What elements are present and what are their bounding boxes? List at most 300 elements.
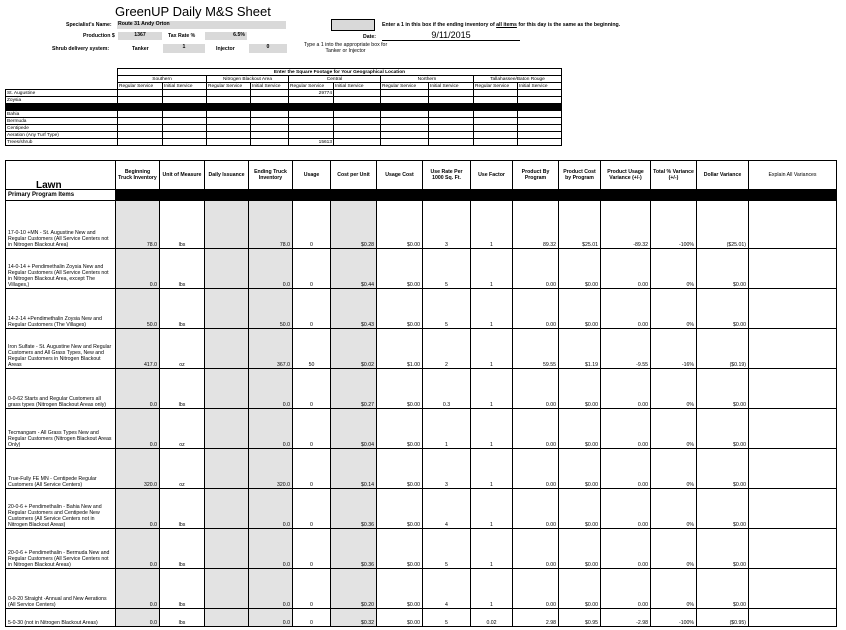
geo-sqft-cell[interactable] xyxy=(474,125,518,132)
table-cell: 0 xyxy=(293,449,331,489)
table-cell: 0.00 xyxy=(513,489,559,529)
table-cell: $0.00 xyxy=(377,409,423,449)
geo-row-label: St. Augustine xyxy=(6,90,118,97)
table-cell: 0 xyxy=(293,369,331,409)
table-row xyxy=(6,449,837,489)
geo-sqft-cell[interactable]: 15613 xyxy=(289,139,334,146)
geo-sqft-cell[interactable] xyxy=(518,118,562,125)
geo-row xyxy=(6,97,562,104)
table-cell[interactable] xyxy=(749,329,837,369)
table-cell[interactable]: 367.0 xyxy=(249,329,293,369)
table-cell: oz xyxy=(160,449,205,489)
geo-sqft-cell[interactable] xyxy=(118,132,163,139)
geo-sqft-cell[interactable]: 29774 xyxy=(289,90,334,97)
table-cell: 0% xyxy=(651,529,697,569)
table-cell[interactable]: 50.0 xyxy=(249,289,293,329)
table-cell: $0.36 xyxy=(331,529,377,569)
geo-sqft-cell[interactable] xyxy=(118,125,163,132)
table-cell[interactable]: 417.0 xyxy=(116,329,160,369)
product-name: 14-2-14 +Pendimethalin Zoysia New and Regular Customers (The Villages) xyxy=(6,289,116,329)
table-cell: 4 xyxy=(423,489,471,529)
region-central: Central xyxy=(289,76,381,83)
table-cell: -16% xyxy=(651,329,697,369)
product-name: 20-0-6 + Pendimethalin - Bermuda New and Regular Customers (All Service Centers not in Nitrogen Blackout Areas) xyxy=(6,529,116,569)
geo-sqft-cell[interactable] xyxy=(251,104,289,111)
geo-sqft-cell[interactable] xyxy=(518,90,562,97)
table-cell: -9.55 xyxy=(601,329,651,369)
table-cell[interactable] xyxy=(205,201,249,249)
geo-sqft-cell[interactable] xyxy=(429,104,474,111)
table-cell: $0.00 xyxy=(377,489,423,529)
geo-sqft-cell[interactable] xyxy=(518,139,562,146)
lawn-table xyxy=(5,160,837,627)
table-cell: $0.28 xyxy=(331,201,377,249)
table-cell: 2.98 xyxy=(513,609,559,627)
table-cell: $0.00 xyxy=(559,529,601,569)
table-cell[interactable]: 0.0 xyxy=(116,569,160,609)
geo-sqft-cell[interactable] xyxy=(163,111,207,118)
geo-sqft-cell[interactable] xyxy=(163,97,207,104)
table-cell[interactable]: 0.0 xyxy=(116,609,160,627)
column-header: Product By Program xyxy=(513,161,559,190)
geo-sqft-cell[interactable] xyxy=(518,97,562,104)
geo-sqft-cell[interactable] xyxy=(163,132,207,139)
geo-sqft-cell[interactable] xyxy=(381,111,429,118)
geo-sqft-cell[interactable] xyxy=(518,125,562,132)
product-name: 14-0-14 + Pendimethalin Zoysia New and Regular Customers (All Service Centers not in Nitrogen Blackout Area, except The Villages,) xyxy=(6,249,116,289)
geo-sqft-cell[interactable] xyxy=(381,139,429,146)
table-cell: $0.00 xyxy=(559,289,601,329)
sub-header: Initial Service xyxy=(334,83,381,90)
table-cell[interactable]: 0.0 xyxy=(249,409,293,449)
geo-sqft-cell[interactable] xyxy=(289,97,334,104)
table-cell: $0.02 xyxy=(331,329,377,369)
geo-row-label: Zoysia xyxy=(6,97,118,104)
table-cell: 0 xyxy=(293,529,331,569)
column-header: Product Cost by Program xyxy=(559,161,601,190)
geo-row xyxy=(6,125,562,132)
table-cell: 1 xyxy=(471,369,513,409)
table-cell: 0.00 xyxy=(601,409,651,449)
table-cell[interactable]: 50.0 xyxy=(116,289,160,329)
table-cell: 0.00 xyxy=(601,289,651,329)
specialist-field[interactable]: Route 31 Andy Orton xyxy=(117,21,286,29)
table-cell[interactable] xyxy=(749,489,837,529)
section-bar xyxy=(116,190,837,201)
table-cell: 0.00 xyxy=(513,569,559,609)
table-cell: 0% xyxy=(651,369,697,409)
table-cell: 0.00 xyxy=(601,569,651,609)
table-cell: 0 xyxy=(293,569,331,609)
same-inventory-box[interactable] xyxy=(331,19,375,31)
geo-row-label: Centipede xyxy=(6,125,118,132)
shrub-label: Shrub delivery system: xyxy=(52,46,110,52)
table-cell[interactable] xyxy=(205,409,249,449)
table-cell: ($0.19) xyxy=(697,329,749,369)
table-cell[interactable] xyxy=(749,529,837,569)
table-cell[interactable] xyxy=(749,289,837,329)
table-cell: 4 xyxy=(423,569,471,609)
table-row xyxy=(6,489,837,529)
geo-sqft-cell[interactable] xyxy=(334,139,381,146)
table-cell: -89.32 xyxy=(601,201,651,249)
geo-sqft-cell[interactable] xyxy=(429,125,474,132)
product-name: 17-0-10 +MN - St. Augustine New and Regular Customers (All Service Centers not in Nitrogen Blackout Area) xyxy=(6,201,116,249)
product-name: True-Fully FE MN - Centipede Regular Customers (All Service Centers) xyxy=(6,449,116,489)
geo-sqft-cell[interactable] xyxy=(518,132,562,139)
geo-sqft-cell[interactable] xyxy=(163,90,207,97)
table-cell: $1.00 xyxy=(377,329,423,369)
table-cell: 0.00 xyxy=(513,529,559,569)
table-cell: $0.00 xyxy=(377,449,423,489)
table-cell[interactable] xyxy=(205,489,249,529)
sub-header: Initial Service xyxy=(429,83,474,90)
same-inventory-note: Enter a 1 in this box if the ending inventory of all items for this day is the same as the beginning. xyxy=(382,22,621,28)
table-cell[interactable] xyxy=(749,201,837,249)
geo-sqft-cell[interactable] xyxy=(207,97,251,104)
table-cell[interactable]: 0.0 xyxy=(249,369,293,409)
table-cell: 0 xyxy=(293,409,331,449)
geo-sqft-cell[interactable] xyxy=(381,90,429,97)
table-cell: 89.32 xyxy=(513,201,559,249)
table-cell: 0% xyxy=(651,249,697,289)
geo-sqft-cell[interactable] xyxy=(474,111,518,118)
table-cell: $0.04 xyxy=(331,409,377,449)
table-cell: oz xyxy=(160,409,205,449)
table-cell: 0% xyxy=(651,569,697,609)
table-cell: $0.00 xyxy=(377,609,423,627)
product-name: 5-0-30 (not in Nitrogen Blackout Areas) xyxy=(6,609,116,627)
table-cell: $0.27 xyxy=(331,369,377,409)
production-field[interactable]: 1367 xyxy=(118,32,162,40)
table-cell[interactable]: 0.0 xyxy=(116,409,160,449)
geo-sqft-cell[interactable] xyxy=(118,111,163,118)
geo-row xyxy=(6,104,562,111)
geo-sqft-cell[interactable] xyxy=(289,125,334,132)
table-cell: 0.00 xyxy=(513,289,559,329)
column-header: Usage Cost xyxy=(377,161,423,190)
table-cell[interactable] xyxy=(205,609,249,627)
table-row xyxy=(6,201,837,249)
table-cell: 50 xyxy=(293,329,331,369)
table-cell: lbs xyxy=(160,569,205,609)
geo-sqft-cell[interactable] xyxy=(251,139,289,146)
geo-sqft-cell[interactable] xyxy=(381,118,429,125)
specialist-label: Specialist's Name: xyxy=(66,22,112,28)
table-cell[interactable]: 320.0 xyxy=(116,449,160,489)
section-heading: Primary Program Items xyxy=(6,190,116,201)
table-cell: $1.19 xyxy=(559,329,601,369)
table-row xyxy=(6,369,837,409)
geo-sqft-cell[interactable] xyxy=(518,104,562,111)
table-cell: 0.00 xyxy=(601,449,651,489)
table-cell: 0.02 xyxy=(471,609,513,627)
table-cell[interactable]: 320.0 xyxy=(249,449,293,489)
geo-row xyxy=(6,139,562,146)
geo-sqft-cell[interactable] xyxy=(251,90,289,97)
geo-sqft-cell[interactable] xyxy=(474,97,518,104)
table-cell: $0.00 xyxy=(697,369,749,409)
table-cell: $0.00 xyxy=(697,489,749,529)
table-cell[interactable] xyxy=(205,249,249,289)
table-cell: 0.00 xyxy=(601,249,651,289)
geo-row-label: Bermuda xyxy=(6,118,118,125)
geo-sqft-cell[interactable] xyxy=(334,125,381,132)
table-cell: 1 xyxy=(471,289,513,329)
table-cell: 1 xyxy=(471,449,513,489)
table-cell[interactable] xyxy=(749,409,837,449)
table-cell: lbs xyxy=(160,609,205,627)
geo-sqft-cell[interactable] xyxy=(251,118,289,125)
table-cell: $0.00 xyxy=(559,369,601,409)
geo-sqft-cell[interactable] xyxy=(118,97,163,104)
geo-sqft-cell[interactable] xyxy=(474,104,518,111)
table-cell[interactable] xyxy=(205,369,249,409)
page-title: GreenUP Daily M&S Sheet xyxy=(115,4,271,19)
geo-sqft-cell[interactable] xyxy=(381,132,429,139)
geo-sqft-cell[interactable] xyxy=(429,111,474,118)
table-row xyxy=(6,569,837,609)
table-cell: $0.00 xyxy=(377,569,423,609)
sub-header: Regular Service xyxy=(207,83,251,90)
table-cell: $0.00 xyxy=(377,249,423,289)
table-cell: 0 xyxy=(293,289,331,329)
geo-sqft-cell[interactable] xyxy=(474,139,518,146)
geo-sqft-cell[interactable] xyxy=(207,125,251,132)
region-southern: Southern xyxy=(118,76,207,83)
table-cell: ($0.95) xyxy=(697,609,749,627)
table-cell: 0 xyxy=(293,609,331,627)
column-header: Daily Issuance xyxy=(205,161,249,190)
geo-sqft-cell[interactable] xyxy=(207,118,251,125)
table-cell: $0.20 xyxy=(331,569,377,609)
table-cell: $0.00 xyxy=(377,289,423,329)
table-cell: 1 xyxy=(471,329,513,369)
geo-banner: Enter the Square Footage for Your Geographical Location xyxy=(118,69,562,76)
table-cell[interactable]: 0.0 xyxy=(116,249,160,289)
geo-sqft-cell[interactable] xyxy=(207,139,251,146)
geo-sqft-cell[interactable] xyxy=(381,104,429,111)
table-cell: $0.00 xyxy=(697,569,749,609)
geo-sqft-cell[interactable] xyxy=(429,90,474,97)
table-cell: 0 xyxy=(293,201,331,249)
table-cell: 0.00 xyxy=(513,369,559,409)
sub-header: Initial Service xyxy=(163,83,207,90)
table-cell: ($25.01) xyxy=(697,201,749,249)
geo-sqft-cell[interactable] xyxy=(381,97,429,104)
sub-header: Regular Service xyxy=(474,83,518,90)
table-cell: 1 xyxy=(471,529,513,569)
table-cell: -100% xyxy=(651,609,697,627)
geo-sqft-cell[interactable] xyxy=(251,111,289,118)
table-cell: 0.00 xyxy=(513,409,559,449)
table-cell: lbs xyxy=(160,249,205,289)
table-cell: $0.00 xyxy=(697,289,749,329)
geo-sqft-cell[interactable] xyxy=(429,97,474,104)
geo-row-label: Aeration (Any Turf Type) xyxy=(6,132,118,139)
geo-sqft-cell[interactable] xyxy=(118,90,163,97)
tanker-field[interactable]: 1 xyxy=(163,44,205,53)
column-header: Dollar Variance xyxy=(697,161,749,190)
table-cell[interactable] xyxy=(749,449,837,489)
column-header: Total % Variance (+/-) xyxy=(651,161,697,190)
table-cell[interactable]: 0.0 xyxy=(116,489,160,529)
table-cell[interactable] xyxy=(205,529,249,569)
geo-sqft-cell[interactable] xyxy=(474,118,518,125)
table-cell: -100% xyxy=(651,201,697,249)
table-cell: $0.00 xyxy=(559,249,601,289)
geo-sqft-cell[interactable] xyxy=(289,132,334,139)
geo-row-label: Zoysia (The Villages) xyxy=(6,104,118,111)
table-cell: $0.32 xyxy=(331,609,377,627)
table-row xyxy=(6,529,837,569)
geo-sqft-cell[interactable] xyxy=(518,111,562,118)
table-cell[interactable] xyxy=(749,609,837,627)
geo-sqft-cell[interactable] xyxy=(207,90,251,97)
region-nitrogen-blackout: Nitrogen Blackout Area xyxy=(207,76,289,83)
table-cell: $0.44 xyxy=(331,249,377,289)
table-cell: $0.14 xyxy=(331,449,377,489)
tax-field[interactable]: 6.5% xyxy=(205,32,247,40)
injector-field[interactable]: 0 xyxy=(249,44,287,53)
table-cell[interactable]: 0.0 xyxy=(249,609,293,627)
table-cell[interactable] xyxy=(749,569,837,609)
geo-sqft-cell[interactable] xyxy=(334,132,381,139)
table-cell: lbs xyxy=(160,201,205,249)
production-label: Production $ xyxy=(83,33,115,39)
geo-sqft-cell[interactable] xyxy=(429,118,474,125)
geo-sqft-cell[interactable] xyxy=(334,111,381,118)
geo-sqft-cell[interactable] xyxy=(251,132,289,139)
table-cell[interactable]: 0.0 xyxy=(116,529,160,569)
table-cell: -2.98 xyxy=(601,609,651,627)
table-cell[interactable]: 0.0 xyxy=(249,249,293,289)
table-row xyxy=(6,329,837,369)
lawn-heading: Lawn xyxy=(6,161,116,190)
type-note: Type a 1 into the appropriate box for Tanker or Injector xyxy=(303,42,388,54)
table-cell: 59.55 xyxy=(513,329,559,369)
column-header: Explain All Variances xyxy=(749,161,837,190)
geo-sqft-cell[interactable] xyxy=(289,118,334,125)
table-cell[interactable] xyxy=(205,289,249,329)
geo-sqft-cell[interactable] xyxy=(289,111,334,118)
column-header: Cost per Unit xyxy=(331,161,377,190)
table-cell: 0 xyxy=(293,249,331,289)
sub-header: Regular Service xyxy=(289,83,334,90)
geo-sqft-cell[interactable] xyxy=(334,104,381,111)
geo-sqft-cell[interactable] xyxy=(118,104,163,111)
date-label: Date: xyxy=(363,34,376,40)
region-northern: Northern xyxy=(381,76,474,83)
table-cell: $0.00 xyxy=(377,369,423,409)
geo-sqft-cell[interactable] xyxy=(251,125,289,132)
table-cell[interactable]: 0.0 xyxy=(249,489,293,529)
geo-sqft-cell[interactable] xyxy=(163,139,207,146)
table-cell: $0.00 xyxy=(697,449,749,489)
table-cell[interactable]: 78.0 xyxy=(116,201,160,249)
table-cell: 0 xyxy=(293,489,331,529)
geo-sqft-cell[interactable] xyxy=(334,118,381,125)
table-cell: $0.00 xyxy=(377,529,423,569)
table-cell: 1 xyxy=(471,569,513,609)
geo-sqft-cell[interactable] xyxy=(474,90,518,97)
geo-sqft-cell[interactable] xyxy=(429,132,474,139)
sub-header: Regular Service xyxy=(381,83,429,90)
table-cell: $0.43 xyxy=(331,289,377,329)
product-name: 0-0-20 Straight -Annual and New Aerations (All Service Centers) xyxy=(6,569,116,609)
date-field[interactable]: 9/11/2015 xyxy=(382,30,520,41)
geo-sqft-cell[interactable] xyxy=(474,132,518,139)
table-cell[interactable] xyxy=(205,329,249,369)
table-cell: 0% xyxy=(651,409,697,449)
table-row xyxy=(6,609,837,627)
table-cell: $0.00 xyxy=(559,569,601,609)
table-cell: 3 xyxy=(423,201,471,249)
injector-label: Injector xyxy=(216,46,235,52)
table-cell: 1 xyxy=(471,409,513,449)
geo-sqft-cell[interactable] xyxy=(334,97,381,104)
geo-sqft-cell[interactable] xyxy=(163,118,207,125)
table-cell: $0.00 xyxy=(559,449,601,489)
geo-sqft-cell[interactable] xyxy=(207,111,251,118)
geo-sqft-cell[interactable] xyxy=(207,132,251,139)
geo-sqft-cell[interactable] xyxy=(381,125,429,132)
table-cell: $0.95 xyxy=(559,609,601,627)
table-cell: 0.3 xyxy=(423,369,471,409)
geo-sqft-cell[interactable] xyxy=(289,104,334,111)
geo-sqft-cell[interactable] xyxy=(118,118,163,125)
table-cell[interactable] xyxy=(205,569,249,609)
table-cell: lbs xyxy=(160,289,205,329)
table-cell: 0.00 xyxy=(513,449,559,489)
table-cell: 5 xyxy=(423,609,471,627)
geo-sqft-cell[interactable] xyxy=(207,104,251,111)
table-cell[interactable] xyxy=(749,249,837,289)
table-cell: 0% xyxy=(651,489,697,529)
geo-sqft-cell[interactable] xyxy=(118,139,163,146)
column-header: Use Factor xyxy=(471,161,513,190)
table-cell: 5 xyxy=(423,529,471,569)
table-row xyxy=(6,409,837,449)
table-cell: 1 xyxy=(471,201,513,249)
table-cell: $0.00 xyxy=(697,249,749,289)
product-name: 20-0-6 + Pendimethalin - Bahia New and Regular Customers and Centipede New Customers (All Service Centers not in Nitrogen Blackout Areas) xyxy=(6,489,116,529)
geo-sqft-cell[interactable] xyxy=(251,97,289,104)
table-cell: $0.00 xyxy=(559,489,601,529)
table-cell[interactable]: 0.0 xyxy=(116,369,160,409)
geo-sqft-cell[interactable] xyxy=(334,90,381,97)
tanker-label: Tanker xyxy=(132,46,149,52)
table-row xyxy=(6,249,837,289)
table-cell: 0.00 xyxy=(513,249,559,289)
table-cell[interactable] xyxy=(749,369,837,409)
table-cell: 0% xyxy=(651,449,697,489)
geo-sqft-cell[interactable] xyxy=(429,139,474,146)
column-header: Product Usage Variance (+/-) xyxy=(601,161,651,190)
table-cell[interactable]: 0.0 xyxy=(249,569,293,609)
table-cell: $0.00 xyxy=(559,409,601,449)
table-cell: $0.00 xyxy=(377,201,423,249)
table-cell[interactable]: 78.0 xyxy=(249,201,293,249)
table-cell[interactable]: 0.0 xyxy=(249,529,293,569)
geo-table xyxy=(5,68,562,146)
geo-sqft-cell[interactable] xyxy=(163,104,207,111)
geo-sqft-cell[interactable] xyxy=(163,125,207,132)
table-cell: 1 xyxy=(471,249,513,289)
table-cell[interactable] xyxy=(205,449,249,489)
tax-label: Tax Rate % xyxy=(168,33,196,39)
column-header: Use Rate Per 1000 Sq. Ft. xyxy=(423,161,471,190)
